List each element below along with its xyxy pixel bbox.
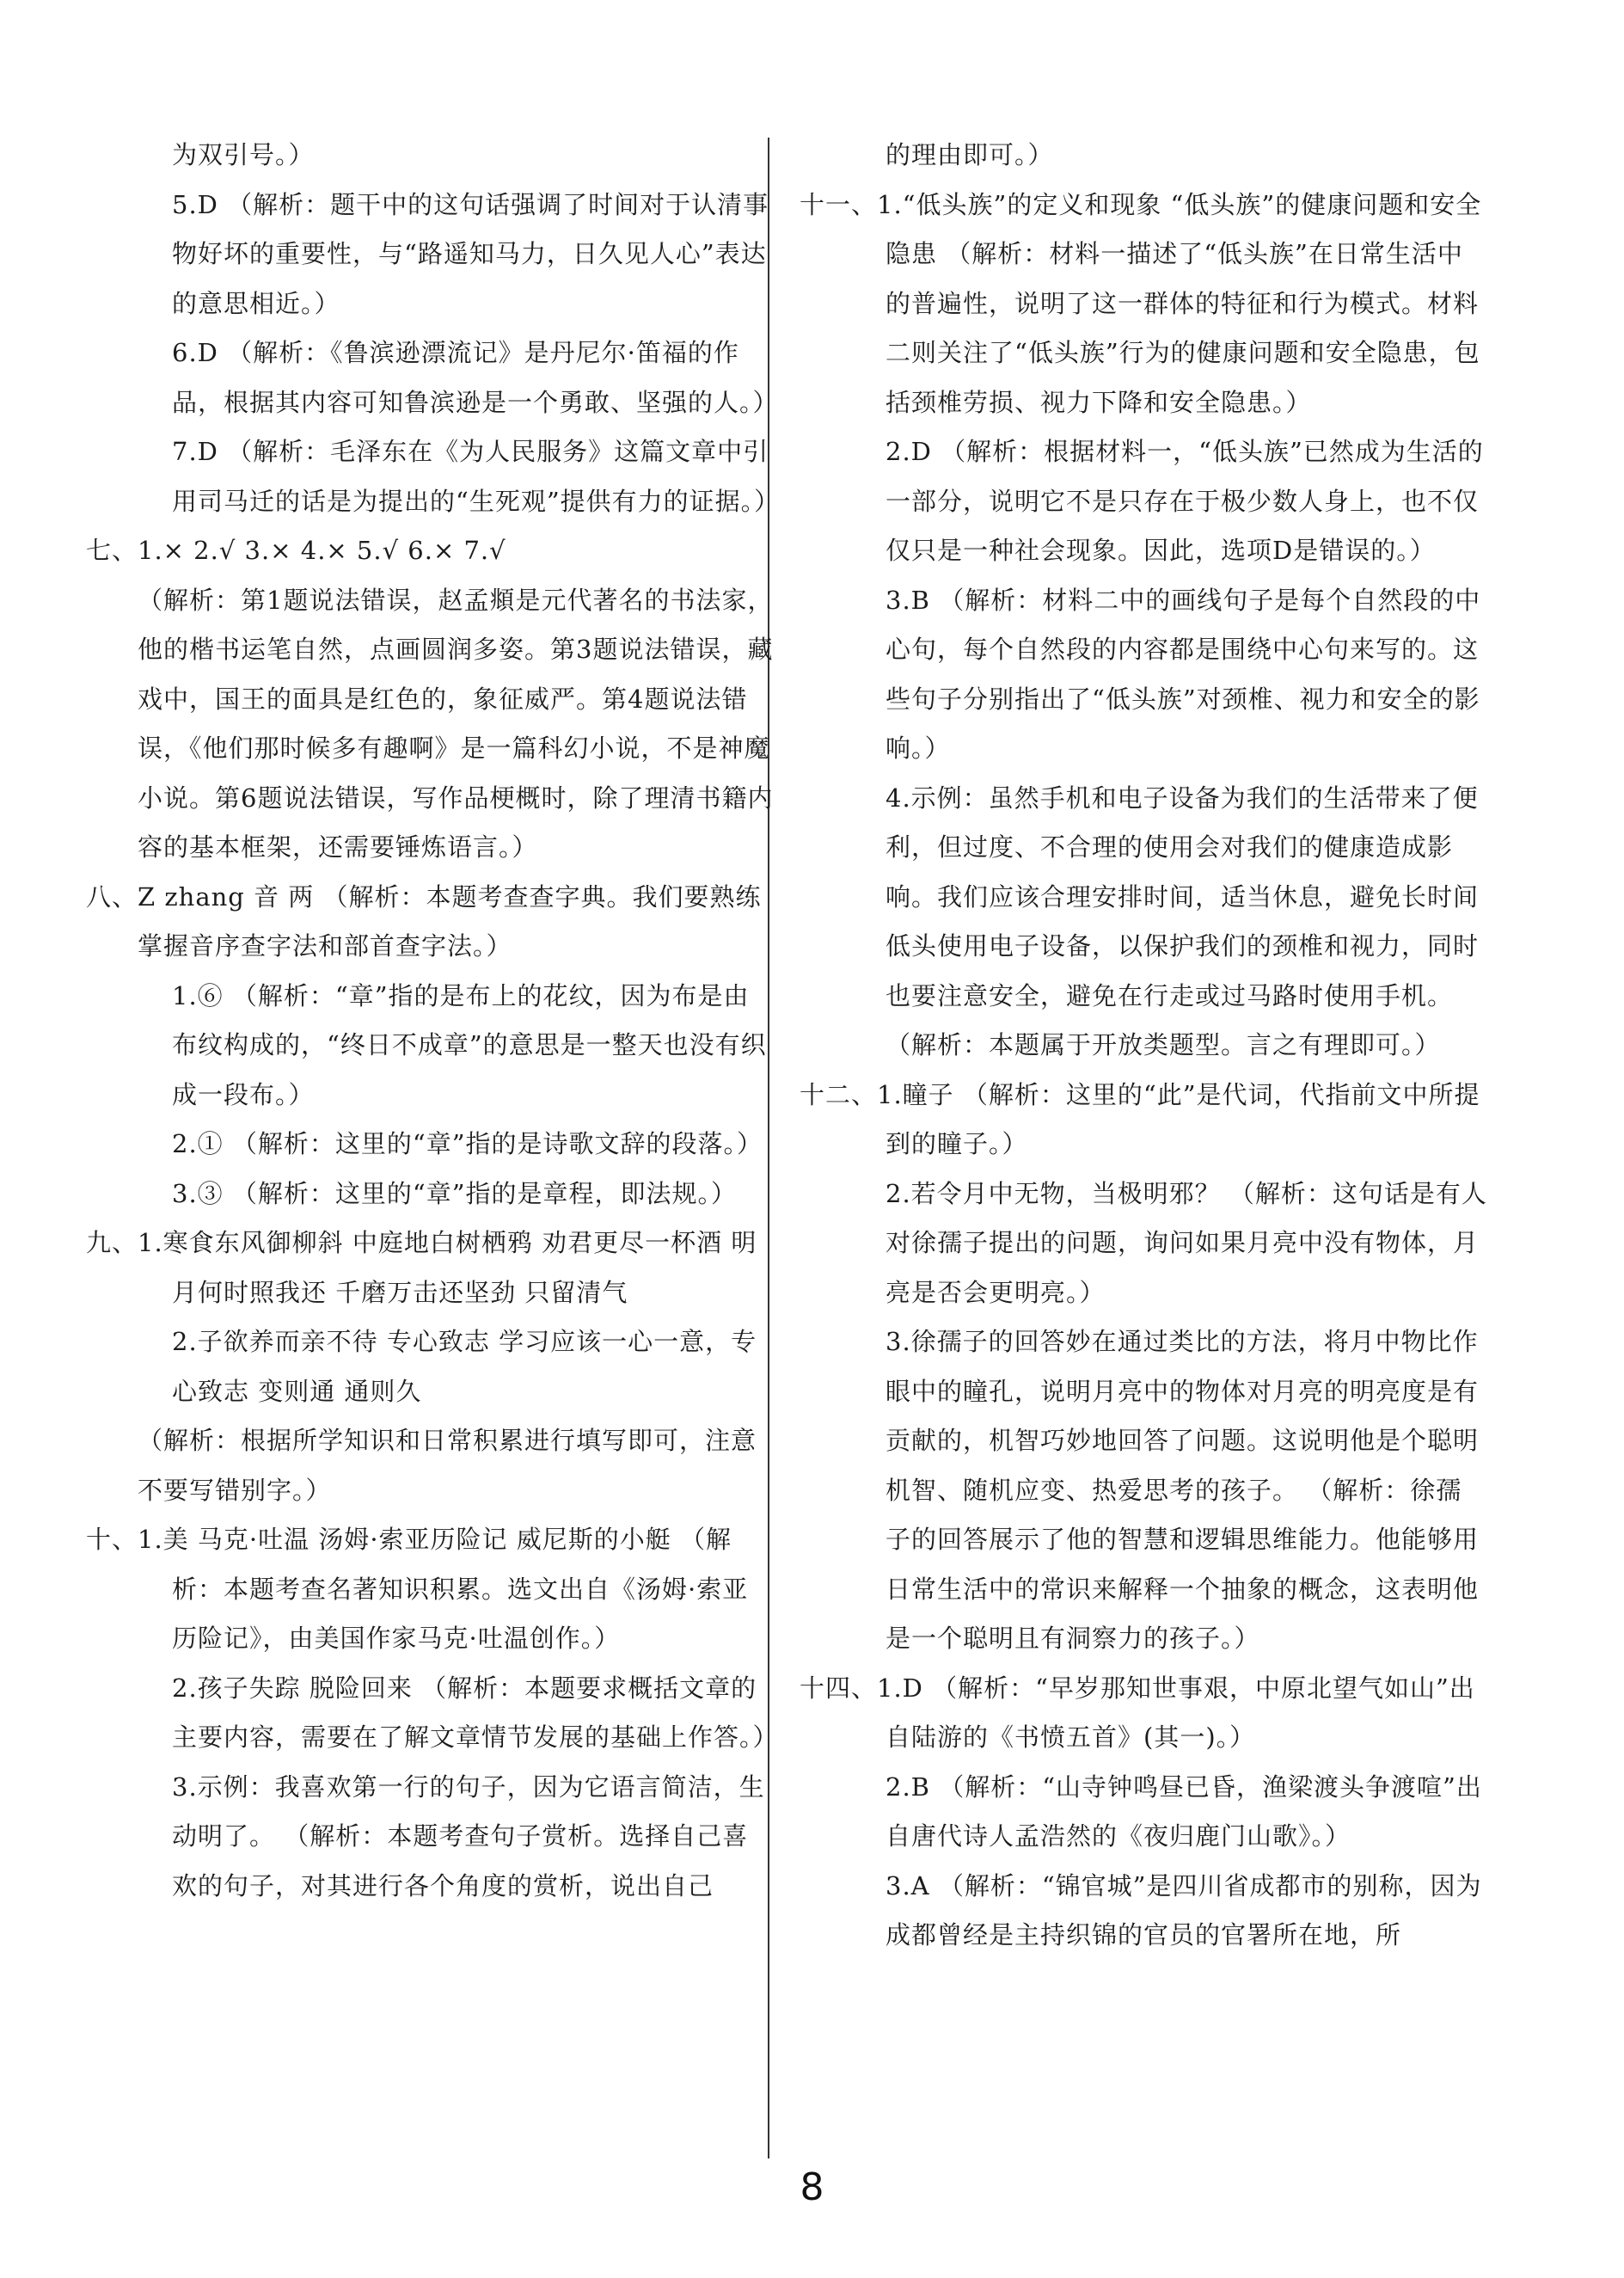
answer-paragraph: 十四、1.D （解析：“早岁那知世事艰，中原北望气如山”出自陆游的《书愤五首》(其一)。） xyxy=(800,1673,1475,1752)
answer-paragraph: 6.D （解析：《鲁滨逊漂流记》是丹尼尔·笛福的作品，根据其内容可知鲁滨逊是一个勇敢、坚强的人。） xyxy=(172,338,779,417)
answer-paragraph: 5.D （解析：题干中的这句话强调了时间对于认清事物好坏的重要性，与“路遥知马力，日久见人心”表达的意思相近。） xyxy=(172,189,769,318)
answer-paragraph: 3.示例：我喜欢第一行的句子，因为它语言简洁，生动明了。 （解析：本题考查句子赏析。选择自己喜欢的句子，对其进行各个角度的赏析，说出自己 xyxy=(172,1771,765,1900)
answer-paragraph: 2.① （解析：这里的“章”指的是诗歌文辞的段落。） xyxy=(172,1129,763,1158)
page-number: 8 xyxy=(800,2165,824,2209)
answer-paragraph: 2.D （解析：根据材料一，“低头族”已然成为生活的一部分，说明它不是只存在于极少数人身上，也不仅仅只是一种社会现象。因此，选项D是错误的。） xyxy=(886,437,1484,565)
answer-paragraph: 3.A （解析：“锦官城”是四川省成都市的别称，因为成都曾经是主持织锦的官员的官署所在地，所 xyxy=(886,1870,1482,1950)
answer-paragraph: 为双引号。） xyxy=(172,140,315,169)
answer-paragraph: 九、1.寒食东风御柳斜 中庭地白树栖鸦 劝君更尽一杯酒 明月何时照我还 千磨万击还坚劲 只留清气 xyxy=(86,1228,757,1307)
answer-paragraph: 2.孩子失踪 脱险回来 （解析：本题要求概括文章的主要内容，需要在了解文章情节发展的基础上作答。） xyxy=(172,1673,779,1752)
answer-paragraph: 4.示例：虽然手机和电子设备为我们的生活带来了便利，但过度、不合理的使用会对我们的健康造成影响。我们应该合理安排时间，适当休息，避免长时间低头使用电子设备，以保护我们的颈椎和视力，同时也要注意安全，避免在行走或过马路时使用手机。 （解析：本题属于开放类题型。言之有理即可。） xyxy=(886,783,1480,1059)
answer-paragraph: （解析：根据所学知识和日常积累进行填写即可，注意不要写错别字。） xyxy=(138,1426,757,1505)
answer-paragraph: （解析：第1题说法错误，赵孟頫是元代著名的书法家，他的楷书运笔自然，点画圆润多姿。第3题说法错误，藏戏中，国王的面具是红色的，象征威严。第4题说法错误，《他们那时候多有趣啊》是一篇科幻小说，不是神魔小说。第6题说法错误，写作品梗概时，除了理清书籍内容的基本框架，还需要锤炼语言。） xyxy=(138,585,774,862)
answer-paragraph: 十、1.美 马克·吐温 汤姆·索亚历险记 威尼斯的小艇 （解析：本题考查名著知识积累。选文出自《汤姆·索亚历险记》，由美国作家马克·吐温创作。） xyxy=(86,1525,749,1653)
answer-paragraph: 3.③ （解析：这里的“章”指的是章程，即法规。） xyxy=(172,1178,738,1208)
answer-paragraph: 七、1.× 2.√ 3.× 4.× 5.√ 6.× 7.√ xyxy=(86,536,506,565)
answer-paragraph: 十二、1.瞳子 （解析：这里的“此”是代词，代指前文中所提到的瞳子。） xyxy=(800,1079,1480,1158)
answer-paragraph: 八、Z zhang 音 两 （解析：本题考查查字典。我们要熟练掌握音序查字法和部首查字法。） xyxy=(86,881,762,961)
answer-paragraph: 2.子欲养而亲不待 专心致志 学习应该一心一意，专心致志 变则通 通则久 xyxy=(172,1327,757,1406)
answer-paragraph: 3.徐孺子的回答妙在通过类比的方法，将月中物比作眼中的瞳孔，说明月亮中的物体对月亮的明亮度是有贡献的，机智巧妙地回答了问题。这说明他是个聪明机智、随机应变、热爱思考的孩子。 （解析：徐孺子的回答展示了他的智慧和逻辑思维能力。他能够用日常生活中的常识来解释一个抽象的概念，这表明他是一个聪明且有洞察力的孩子。） xyxy=(886,1327,1480,1653)
right-column xyxy=(800,131,1487,1961)
answer-paragraph: 的理由即可。） xyxy=(886,140,1054,169)
answer-paragraph: 3.B （解析：材料二中的画线句子是每个自然段的中心句，每个自然段的内容都是围绕中心句来写的。这些句子分别指出了“低头族”对颈椎、视力和安全的影响。） xyxy=(886,585,1481,763)
answer-paragraph: 7.D （解析：毛泽东在《为人民服务》这篇文章中引用司马迁的话是为提出的“生死观”提供有力的证据。） xyxy=(172,437,781,516)
answer-paragraph: 1.⑥ （解析：“章”指的是布上的花纹，因为布是由布纹构成的，“终日不成章”的意思是一整天也没有织成一段布。） xyxy=(172,980,767,1109)
answer-paragraph: 2.B （解析：“山寺钟鸣昼已昏，渔梁渡头争渡喧”出自唐代诗人孟浩然的《夜归鹿门山歌》。） xyxy=(886,1771,1482,1851)
left-column xyxy=(86,131,781,1911)
answer-paragraph: 2.若令月中无物，当极明邪？ （解析：这句话是有人对徐孺子提出的问题，询问如果月亮中没有物体，月亮是否会更明亮。） xyxy=(886,1178,1487,1307)
answer-paragraph: 十一、1.“低头族”的定义和现象 “低头族”的健康问题和安全隐患 （解析：材料一描述了“低头族”在日常生活中的普遍性，说明了这一群体的特征和行为模式。材料二则关注了“低头族”行为的健康问题和安全隐患，包括颈椎劳损、视力下降和安全隐患。） xyxy=(800,189,1482,417)
